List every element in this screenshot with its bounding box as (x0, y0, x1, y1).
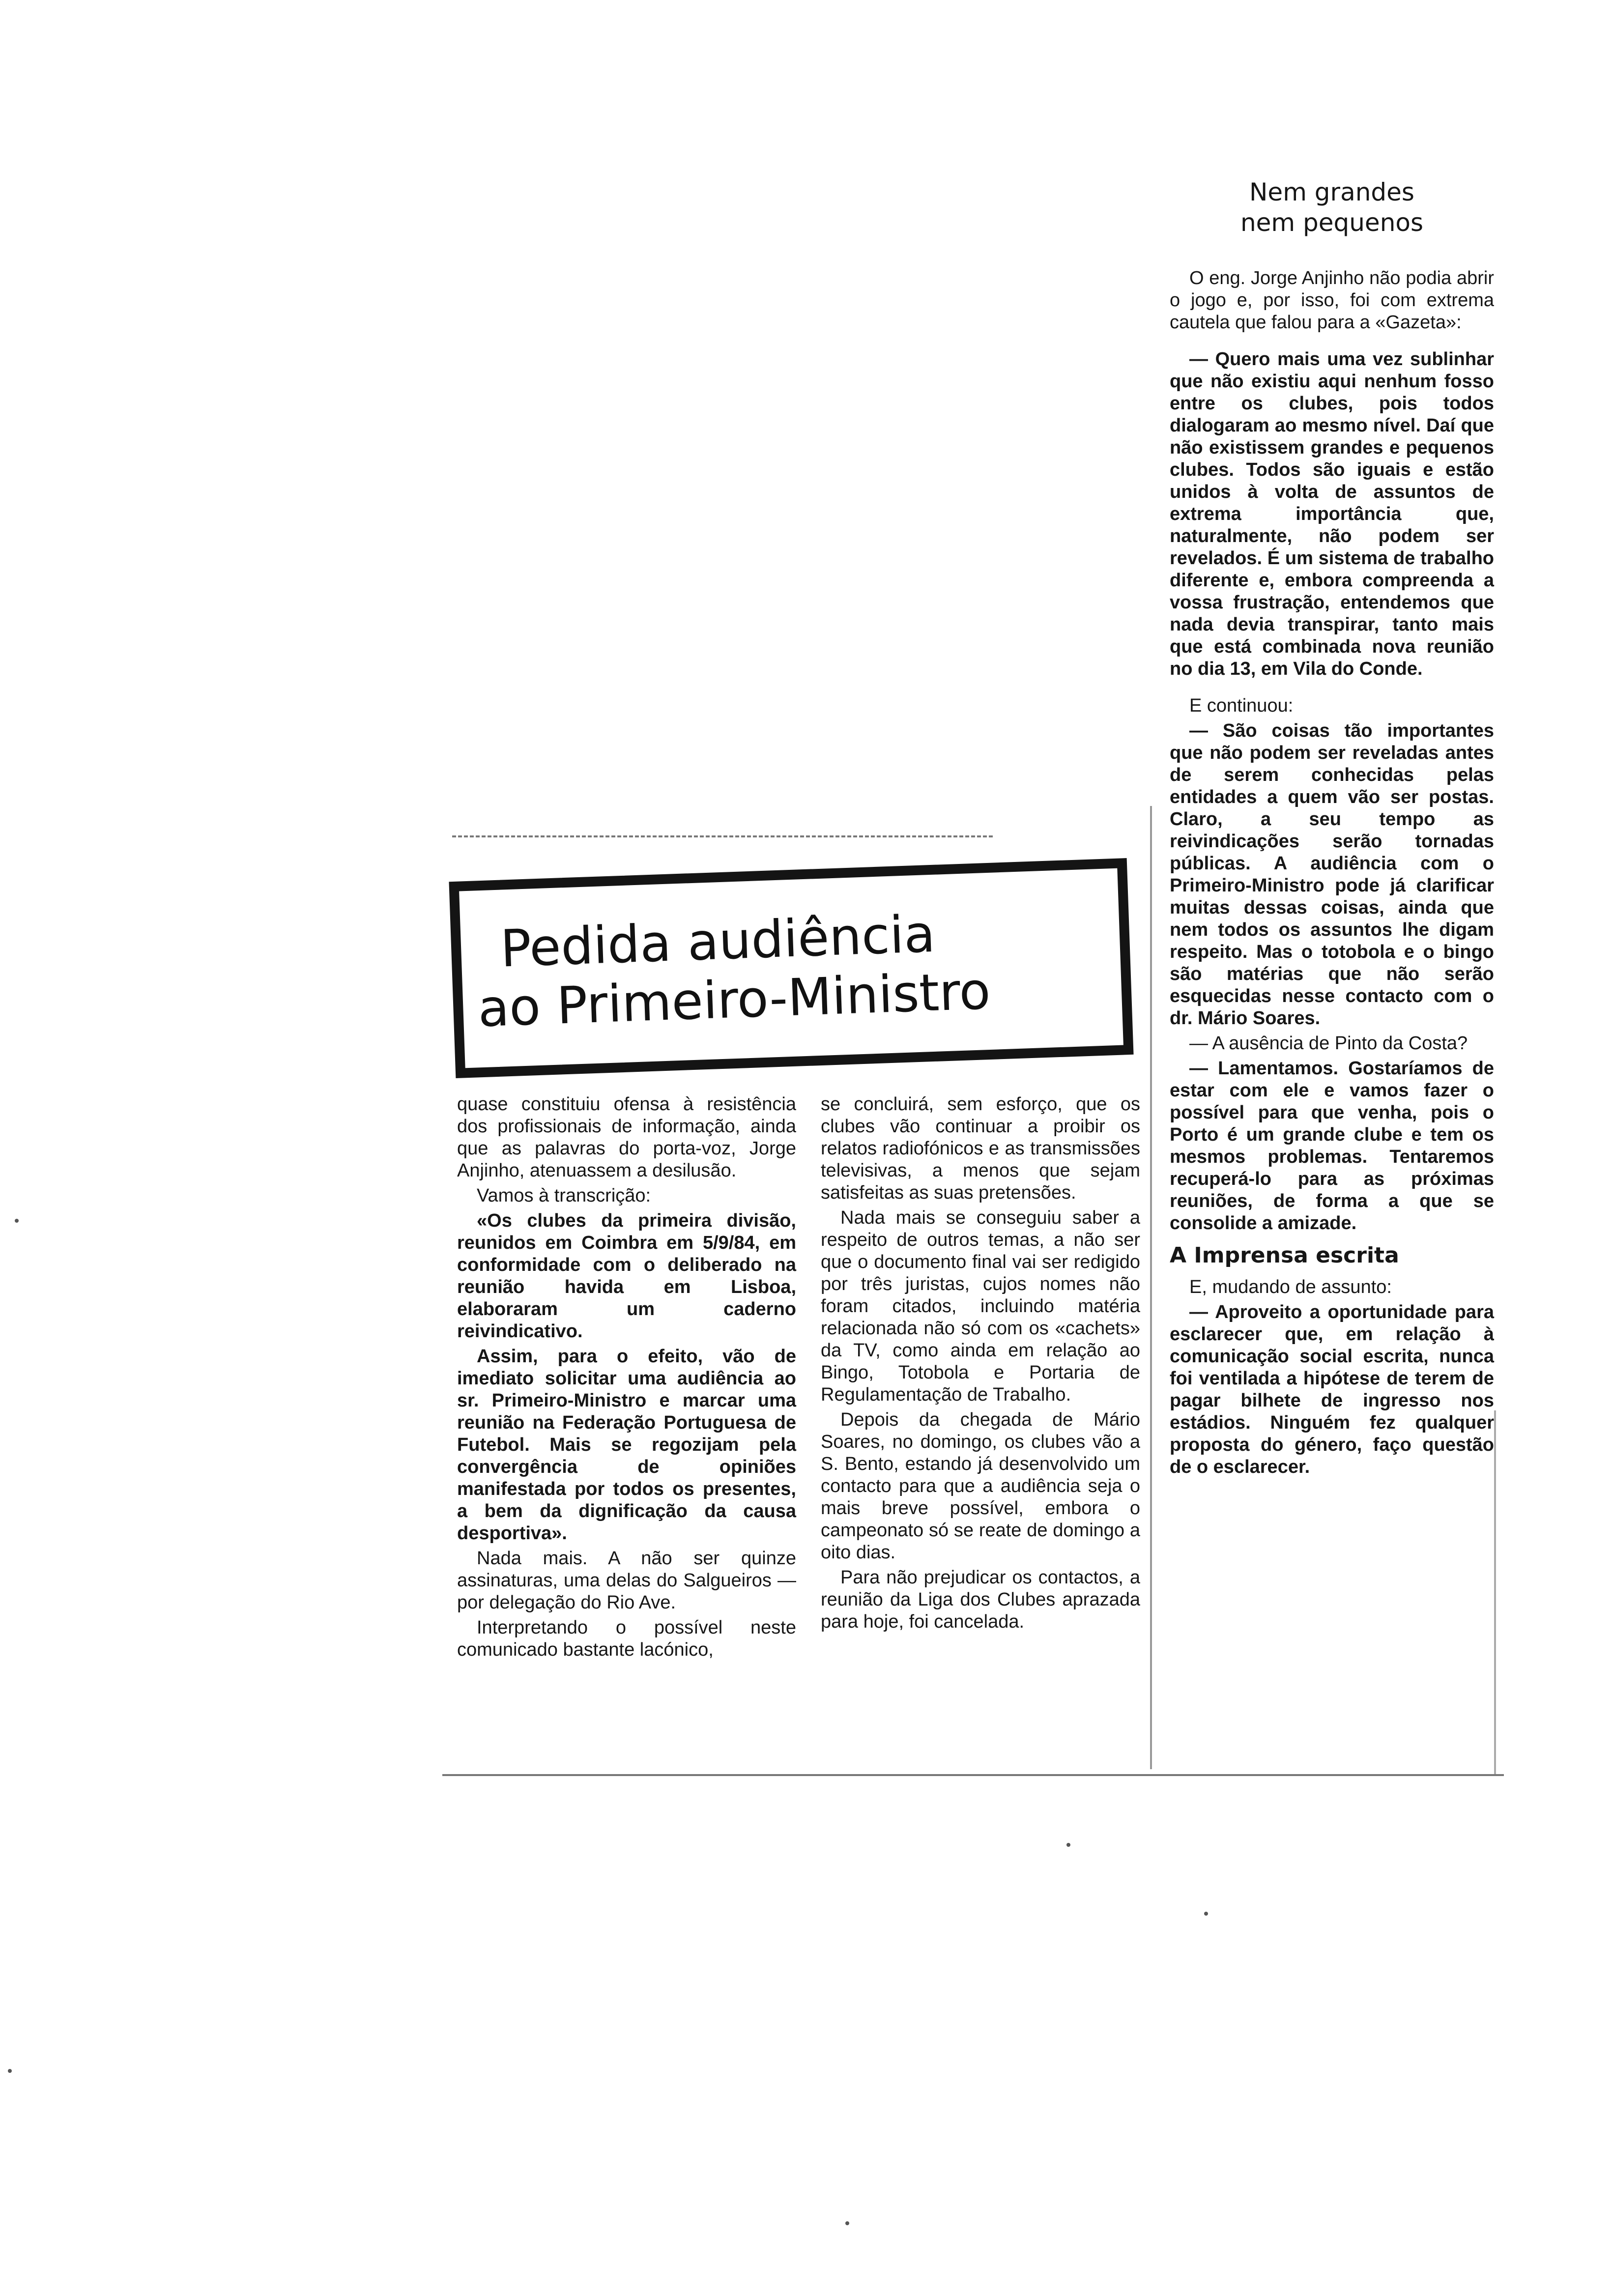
top-dashed-rule (452, 835, 993, 837)
article-paragraph: Para não prejudicar os contactos, a reunião da Liga dos Clubes aprazada para hoje, foi cancelada. (821, 1567, 1140, 1632)
headline-line1: Pedida audiência (499, 903, 936, 979)
headline-line2: ao Primeiro-Ministro (477, 960, 992, 1039)
article-paragraph: Depois da chegada de Mário Soares, no domingo, os clubes vão a S. Bento, estando já desenvolvido um contacto para que a audiência seja o mais breve possível, embora o campeonato só se reate de domingo a oito dias. (821, 1409, 1140, 1563)
article-paragraph: quase constituiu ofensa à resistência dos profissionais de informação, ainda que as palavras do porta-voz, Jorge Anjinho, atenuassem a desilusão. (457, 1094, 796, 1181)
sidebar-paragraph: — Quero mais uma vez sublinhar que não existiu aqui nenhum fosso entre os clubes, pois todos dialogaram ao mesmo nível. Daí que não existissem grandes e pequenos clubes. Todos são iguais e estão unidos à volta de assuntos de extrema importância que, naturalmente, não podem ser revelados. É um sistema de trabalho diferente e, embora compreenda a vossa frustração, entendemos que nada devia transpirar, tanto mais que está combinada nova reunião no dia 13, em Vila do Conde. (1170, 349, 1494, 679)
sidebar-paragraph: E continuou: (1189, 695, 1294, 716)
article-paragraph: Nada mais. A não ser quinze assinaturas, uma delas do Salgueiros — por delegação do Rio Ave. (457, 1548, 796, 1613)
scan-speck (1066, 1843, 1070, 1847)
article-column-2 (821, 1093, 1140, 1633)
sidebar-subheading: A Imprensa escrita (1170, 1243, 1399, 1268)
sidebar-paragraph: E, mudando de assunto: (1189, 1277, 1392, 1297)
headline (477, 902, 992, 1039)
bottom-rule (442, 1774, 1504, 1776)
sidebar-paragraph: — A ausência de Pinto da Costa? (1189, 1033, 1468, 1054)
sidebar-paragraph: O eng. Jorge Anjinho não podia abrir o jogo e, por isso, foi com extrema cautela que falou para a «Gazeta»: (1170, 268, 1494, 333)
left-column-rule (1150, 806, 1152, 1769)
sidebar-paragraph: — Lamentamos. Gostaríamos de estar com ele e vamos fazer o possível para que venha, pois o Porto é um grande clube e tem os mesmos problemas. Tentaremos recuperá-lo para as próximas reuniões, de forma a que se consolide a amizade. (1170, 1058, 1494, 1234)
article-column-1 (457, 1093, 796, 1661)
sidebar-article (1170, 177, 1494, 1478)
article-paragraph: Vamos à transcrição: (477, 1185, 651, 1206)
article-paragraph: Nada mais se conseguiu saber a respeito de outros temas, a não ser que o documento final vai ser redigido por três juristas, cujos nomes não foram citados, incluindo matéria relacionada não só com os «cachets» da TV, como ainda em relação ao Bingo, Totobola e Portaria de Regulamentação de Trabalho. (821, 1207, 1140, 1405)
right-edge-rule (1494, 1410, 1496, 1774)
article-paragraph: Interpretando o possível neste comunicado bastante lacónico, (457, 1617, 796, 1660)
scan-speck (845, 2221, 849, 2225)
sidebar-paragraph: — Aproveito a oportunidade para esclarecer que, em relação à comunicação social escrita, nunca foi ventilada a hipótese de terem de pagar bilhete de ingresso nos estádios. Ninguém fez qualquer proposta do género, faço questão de o esclarecer. (1170, 1302, 1494, 1477)
sidebar-heading-line1: Nem grandes (1249, 178, 1414, 206)
scan-speck (1204, 1912, 1208, 1916)
scan-speck (8, 2069, 12, 2073)
scan-speck (15, 1219, 19, 1223)
article-paragraph: se concluirá, sem esforço, que os clubes vão continuar a proibir os relatos radiofónicos e as transmissões televisivas, a menos que sejam satisfeitas as suas pretensões. (821, 1094, 1140, 1203)
sidebar-heading-line2: nem pequenos (1240, 208, 1424, 237)
sidebar-heading (1170, 177, 1494, 238)
sidebar-paragraph: — São coisas tão importantes que não podem ser reveladas antes de serem conhecidas pelas entidades a quem vão ser postas. Claro, a seu tempo as reivindicações serão tornadas públicas. A audiência com o Primeiro-Ministro pode já clarificar muitas dessas coisas, ainda que nem todos os assuntos lhe digam respeito. Mas o totobola e o bingo são matérias que não serão esquecidas nesse contacto com o dr. Mário Soares. (1170, 720, 1494, 1029)
headline-box (449, 858, 1133, 1078)
article-paragraph: Assim, para o efeito, vão de imediato solicitar uma audiência ao sr. Primeiro-Ministro e marcar uma reunião na Federação Portuguesa de Futebol. Mais se regozijam pela convergência de opiniões manifestada por todos os presentes, a bem da dignificação da causa desportiva». (457, 1346, 796, 1544)
article-paragraph: «Os clubes da primeira divisão, reunidos em Coimbra em 5/9/84, em conformidade com o deliberado na reunião havida em Lisboa, elaboraram um caderno reivindicativo. (457, 1210, 796, 1342)
